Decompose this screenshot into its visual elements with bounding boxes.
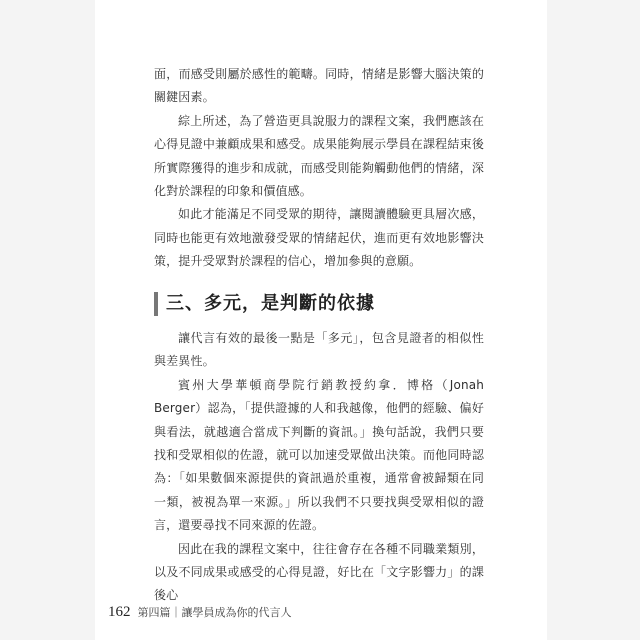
paragraph: 綜上所述，為了營造更具說服力的課程文案，我們應該在心得見證中兼顧成果和感受。成果能夠展示學員在課程結束後所實際獲得的進步和成就，而感受則能夠觸動他們的情緒，深化對於課程的印象和價值感。 xyxy=(154,113,484,199)
page-footer xyxy=(108,604,292,621)
section-heading-bar xyxy=(154,292,158,316)
section-title: 三、多元，是判斷的依據 xyxy=(166,293,375,314)
body-text-top xyxy=(154,63,484,274)
paragraph: 面，而感受則屬於感性的範疇。同時，情緒是影響大腦決策的關鍵因素。 xyxy=(154,67,484,105)
page-number: 162 xyxy=(108,604,131,620)
running-head: 第四篇｜讓學員成為你的代言人 xyxy=(137,606,292,619)
paragraph: 因此在我的課程文案中，往往會存在各種不同職業類別，以及不同成果或感受的心得見證，好比在「文字影響力」的課後心 xyxy=(154,541,484,603)
paragraph: 讓代言有效的最後一點是「多元」，包含見證者的相似性與差異性。 xyxy=(154,331,484,369)
paragraph: 如此才能滿足不同受眾的期待，讓閱讀體驗更具層次感，同時也能更有效地激發受眾的情緒起伏，進而更有效地影響決策，提升受眾對於課程的信心，增加參與的意願。 xyxy=(154,207,484,269)
body-text-bottom xyxy=(154,327,484,608)
paragraph: 賓州大學華頓商學院行銷教授約拿．博格（Jonah Berger）認為，「提供證據的人和我越像，他們的經驗、偏好與看法，就越適合當成下判斷的資訊。」換句話說，我們只要找和受眾相似的佐證，就可以加速受眾做出決策。而他同時認為：「如果數個來源提供的資訊過於重複，通常會被歸類在同一類，被視為單一來源。」所以我們不只要找與受眾相似的證言，還要尋找不同來源的佐證。 xyxy=(154,377,484,533)
